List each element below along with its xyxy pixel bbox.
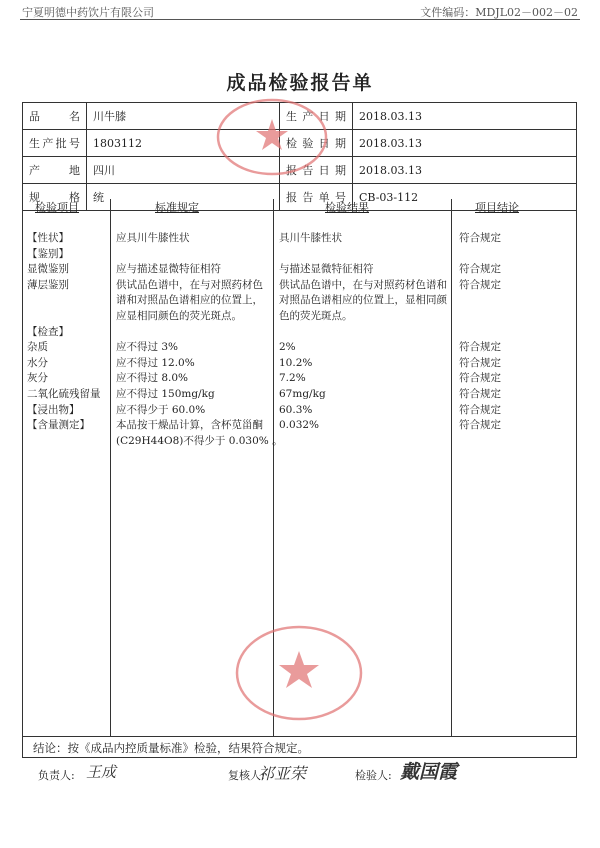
- info-label: 检验日期: [280, 130, 353, 157]
- reviewer-signature: 祁亚荣: [258, 764, 307, 783]
- conclusion-column: 符合规定 符合规定 符合规定 符合规定 符合规定 符合规定 符合规定 符合规定 符合规定: [459, 232, 501, 432]
- info-value: 1803112: [87, 130, 280, 157]
- inspector-signature: 戴国霞: [400, 761, 458, 783]
- info-label: 产 地: [23, 157, 87, 184]
- qc-seal-stamp: [233, 623, 365, 723]
- info-label: 报告日期: [280, 157, 353, 184]
- quality-dept-stamp: [215, 97, 329, 177]
- responsible-signature: 王成: [86, 763, 117, 781]
- items-column: 【性状】 【鉴别】 显微鉴别 薄层鉴别 【检查】 杂质 水分 灰分 二氧化硫残留量 【浸出物】 【含量测定】: [27, 232, 101, 432]
- info-label: 规 格: [23, 184, 87, 211]
- reviewer-label: 复核人:: [228, 769, 265, 782]
- responsible-label: 负责人:: [38, 769, 75, 782]
- col-header-conclusion: 项目结论: [475, 201, 519, 214]
- col-header-result: 检验结果: [325, 201, 369, 214]
- column-divider: [451, 199, 452, 737]
- info-value: CB-03-112: [353, 184, 577, 211]
- info-value: 2018.03.13: [353, 103, 577, 130]
- info-label: 品 名: [23, 103, 87, 130]
- col-header-item: 检验项目: [35, 201, 79, 214]
- info-label: 报告单号: [280, 184, 353, 211]
- column-divider: [110, 199, 111, 737]
- standard-column: 应具川牛膝性状 应与描述显微特征相符 供试品色谱中，在与对照药材色 谱和对照品色谱相应的位置上， 应显相同颜色的荧光斑点。 应不得过 3% 应不得过 12.0% 应不得过 8.0% 应不得过 150mg/kg 应不得少于 60.0% 本品按干燥品计算，含杯苋甾酮 (C29H44O8)不得少于 0.030% 。: [116, 232, 283, 447]
- report-table: [22, 102, 577, 758]
- info-label: 生产批号: [23, 130, 87, 157]
- conclusion-statement: 结论：按《成品内控质量标准》检验，结果符合规定。: [23, 736, 576, 758]
- info-value: 川牛膝: [87, 103, 280, 130]
- info-value: 统: [87, 184, 280, 211]
- info-value: 2018.03.13: [353, 157, 577, 184]
- header-divider: [20, 19, 580, 20]
- result-column: 具川牛膝性状 与描述显微特征相符 供试品色谱中，在与对照药材色谱和 对照品色谱相应的位置上，显相同颜 色的荧光斑点。 2% 10.2% 7.2% 67mg/kg 60.3% 0.032%: [279, 232, 447, 432]
- info-value: 四川: [87, 157, 280, 184]
- info-value: 2018.03.13: [353, 130, 577, 157]
- page-title: 成品检验报告单: [226, 72, 374, 94]
- document-code: 文件编码：MDJL02－002－02: [420, 6, 578, 19]
- inspector-label: 检验人:: [355, 769, 392, 782]
- col-header-standard: 标准规定: [155, 201, 199, 214]
- info-label: 生产日期: [280, 103, 353, 130]
- company-header: 宁夏明德中药饮片有限公司: [22, 6, 154, 19]
